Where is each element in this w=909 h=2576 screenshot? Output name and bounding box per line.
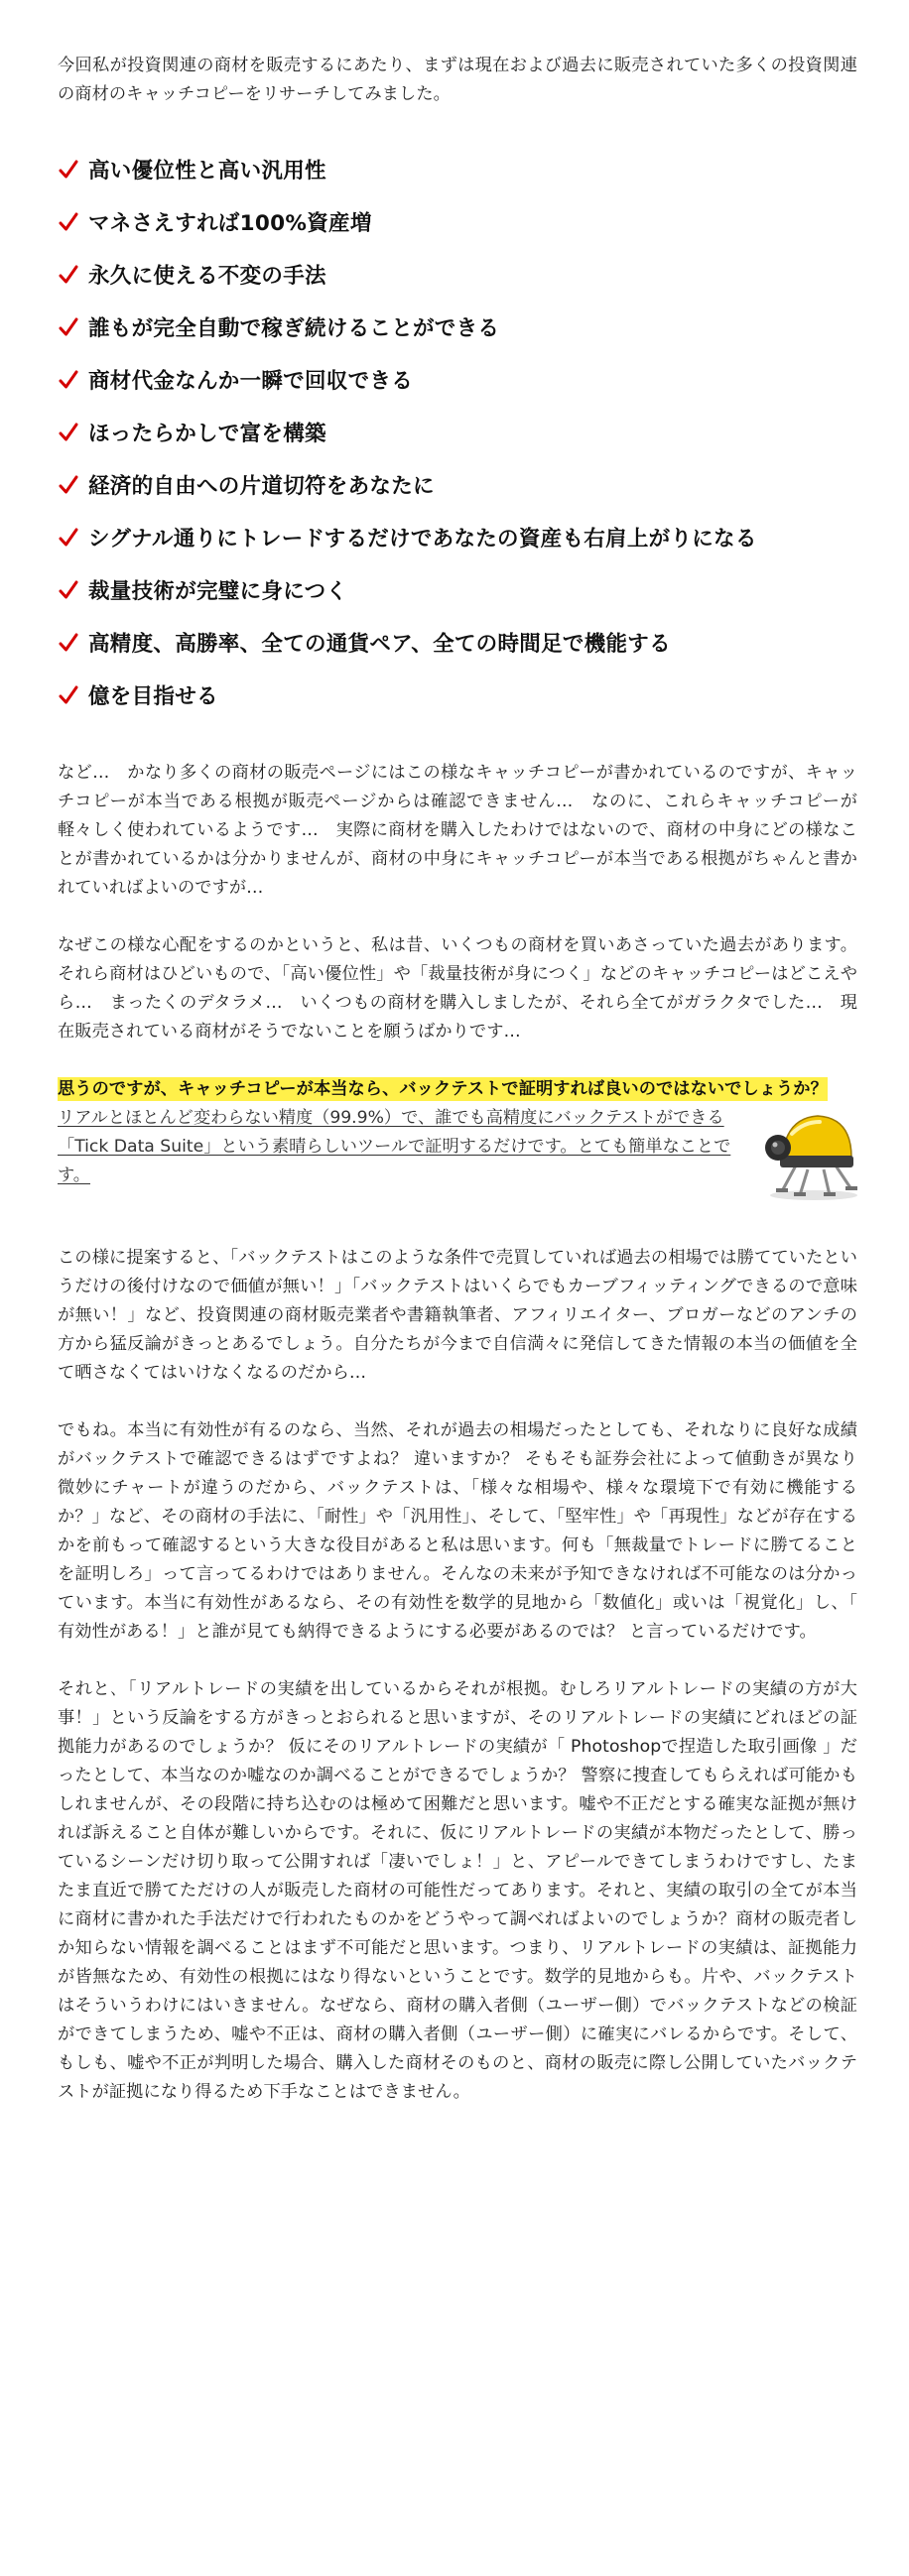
checkmark-icon [58,316,79,338]
list-item [58,143,857,195]
catchcopy-text: 経済的自由への片道切符をあなたに [88,474,435,499]
list-item [58,406,857,458]
catchcopy-list [58,143,857,721]
catchcopy-text: マネさえすれば100%資産増 [88,211,372,236]
checkmark-icon [58,527,79,549]
paragraph-catchcopy-doubt: など… かなり多くの商材の販売ページにはこの様なキャッチコピーが書かれているのですが、キャッチコピーが本当である根拠が販売ページからは確認できません… なのに、これらキャッチコピーが軽々しく使われているようです… 実際に商材を購入したわけではないので、商材の中身にどの様なことが書かれているかは分かりませんが、商材の中身にキャッチコピーが本当である根拠がちゃんと書かれていればよいのですが… [58,763,857,898]
catchcopy-text: 高精度、高勝率、全ての通貨ペア、全ての時間足で機能する [88,632,671,657]
list-item [58,669,857,721]
catchcopy-text: 高い優位性と高い汎用性 [88,159,326,184]
list-item [58,458,857,511]
paragraph-validity: でもね。本当に有効性が有るのなら、当然、それが過去の相場だったとしても、それなりに良好な成績がバックテストで確認できるはずですよね？ 違いますか？ そもそも証券会社によって値動きが異なり微妙にチャートが違うのだから、バックテストは、「様々な相場や、様々な環境下で有効に機能するか？」など、その商材の手法に、「耐性」や「汎用性」、そして、「堅牢性」や「再現性」などが存在するかを前もって確認するという大きな役目があると私は思います。何も「無裁量でトレードに勝てることを証明しろ」って言ってるわけではありません。そんなの未来が予知できなければ不可能なのは分かっています。本当に有効性があるなら、その有効性を数学的見地から「数値化」或いは「視覚化」し、「 有効性がある！」と誰が見ても納得できるようにする必要があるのでは？ と言っているだけです。 [58,1420,857,1642]
checkmark-icon [58,684,79,706]
list-item [58,195,857,248]
checkmark-icon [58,579,79,601]
checkmark-icon [58,264,79,286]
tick-data-suite-link[interactable]: リアルとほとんど変わらない精度（99.9%）で、誰でも高精度にバックテストができる「Tick Data Suite」という素晴らしいツールで証明するだけです。とても簡単なことです。 [58,1108,731,1185]
paragraph-anti-rebuttal: この様に提案すると、「バックテストはこのような条件で売買していれば過去の相場では勝てていたというだけの後付けなので価値が無い！」「バックテストはいくらでもカーブフィッティングできるので意味が無い！」など、投資関連の商材販売業者や書籍執筆者、アフィリエイター、ブロガーなどのアンチの方から猛反論がきっとあるでしょう。自分たちが今まで自信満々に発信してきた情報の本当の価値を全て晒さなくてはいけなくなるのだから… [58,1248,857,1383]
checkmark-icon [58,159,79,181]
checkmark-icon [58,211,79,233]
list-item [58,563,857,616]
list-item [58,301,857,353]
checkmark-icon [58,632,79,654]
catchcopy-text: 誰もが完全自動で稼ぎ続けることができる [88,316,500,341]
catchcopy-text: シグナル通りにトレードするだけであなたの資産も右肩上がりになる [88,527,757,552]
paragraph-past-experience: なぜこの様な心配をするのかというと、私は昔、いくつもの商材を買いあさっていた過去があります。それら商材はひどいもので、「高い優位性」や「裁量技術が身につく」などのキャッチコピーはどこえやら… まったくのデタラメ… いくつもの商材を購入しましたが、それら全てがガラクタでした… 現在販売されている商材がそうでないことを願うばかりです… [58,935,857,1042]
paragraph-real-trade: それと､「リアルトレードの実績を出しているからそれが根拠。むしろリアルトレードの実績の方が大事！」という反論をする方がきっとおられると思いますが、そのリアルトレードの実績にどれほどの証拠能力があるのでしょうか？ 仮にそのリアルトレードの実績が「 Photoshopで捏造した取引画像 」だったとして、本当なのか嘘なのか調べることができるでしょうか？ 警察に捜査してもらえれば可能かもしれませんが、その段階に持ち込むのは極めて困難だと思います。嘘や不正だとする確実な証拠が無ければ訴えること自体が難しいからです。それに、仮にリアルトレードの実績が本物だったとして、勝っているシーンだけ切り取って公開すれば「凄いでしょ！」と、アピールできてしまうわけですし、たまたま直近で勝てただけの人が販売した商材の可能性だってあります。それと、実績の取引の全てが本当に商材に書かれた手法だけで行われたものかをどうやって調べればよいのでしょうか？商材の販売者しか知らない情報を調べることはまず不可能だと思います。つまり、リアルトレードの実績は、証拠能力が皆無なため、有効性の根拠にはなり得ないということです。数学的見地からも。片や、バックテストはそういうわけにはいきません。なぜなら、商材の購入者側（ユーザー側）でバックテストなどの検証ができてしまうため、嘘や不正は、商材の購入者側（ユーザー側）に確実にバレるからです。そして、もしも、嘘や不正が判明した場合、購入した商材そのものと、商材の販売に際し公開していたバックテストが証拠になり得るため下手なことはできません。 [58,1679,857,2102]
list-item [58,511,857,563]
catchcopy-text: 億を目指せる [88,684,218,709]
intro-paragraph: 今回私が投資関連の商材を販売するにあたり、まずは現在および過去に販売されていた多くの投資関連の商材のキャッチコピーをリサーチしてみました。 [58,56,857,104]
catchcopy-text: ほったらかしで富を構築 [88,422,326,446]
highlight-text: 思うのですが、キャッチコピーが本当なら、バックテストで証明すれば良いのではないでしょうか？ [58,1079,828,1099]
highlight-question [58,1075,857,1104]
list-item [58,353,857,406]
checkmark-icon [58,422,79,443]
tick-data-suite-block [58,1104,857,1215]
catchcopy-text: 永久に使える不変の手法 [88,264,326,289]
checkmark-icon [58,474,79,496]
list-item [58,248,857,301]
catchcopy-text: 裁量技術が完璧に身につく [88,579,348,604]
checkmark-icon [58,369,79,391]
list-item [58,616,857,669]
robot-mascot-icon [756,1104,865,1203]
catchcopy-text: 商材代金なんか一瞬で回収できる [88,369,414,394]
